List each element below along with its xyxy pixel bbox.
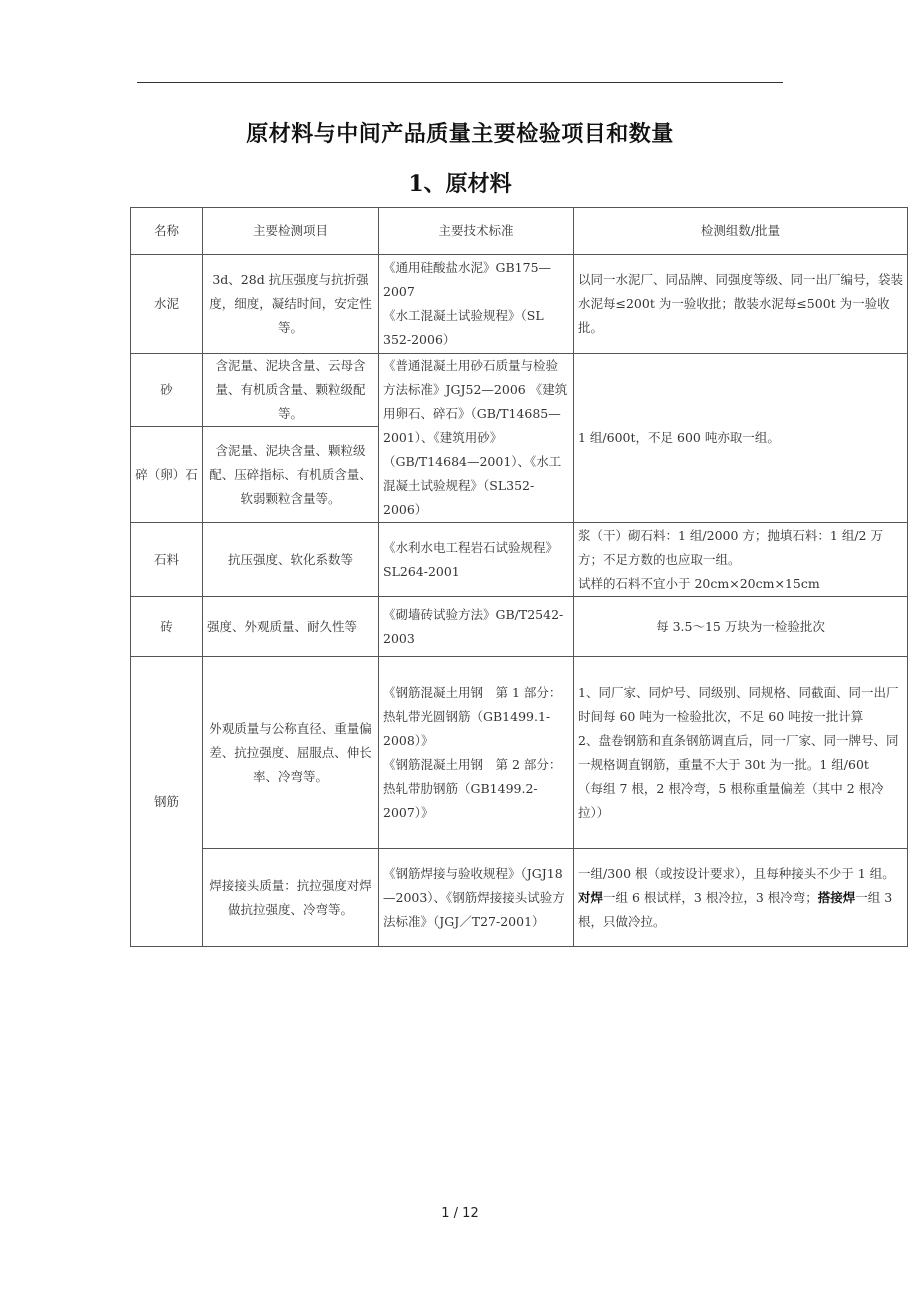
standards: 《钢筋混凝土用钢 第 1 部分：热轧带光圆钢筋（GB1499.1-2008）》 《钢筋混凝土用钢 第 2 部分：热轧带肋钢筋（GB1499.2-2007）》 [379,657,574,849]
standards: 《砌墙砖试验方法》GB/T2542-2003 [379,597,574,657]
header-batch: 检测组数/批量 [574,208,908,255]
test-items: 外观质量与公称直径、重量偏差、抗拉强度、屈服点、伸长率、冷弯等。 [203,657,379,849]
table-row [131,597,908,657]
test-items: 焊接接头质量：抗拉强度对焊做抗拉强度、冷弯等。 [203,849,379,947]
table-row [131,657,908,849]
standards: 《水利水电工程岩石试验规程》SL264-2001 [379,523,574,597]
test-items: 含泥量、泥块含量、颗粒级配、压碎指标、有机质含量、软弱颗粒含量等。 [203,427,379,523]
header-standards: 主要技术标准 [379,208,574,255]
table-header-row [131,208,908,255]
header-items: 主要检测项目 [203,208,379,255]
inspection-table [130,207,908,947]
batch-quantity: 1 组/600t，不足 600 吨亦取一组。 [574,354,908,523]
test-items: 3d、28d 抗压强度与抗折强度，细度，凝结时间，安定性等。 [203,255,379,354]
batch-text: 一组/300 根（或按设计要求），且每种接头不少于 1 组。 [578,865,895,881]
header-name: 名称 [131,208,203,255]
batch-quantity: 以同一水泥厂、同品牌、同强度等级、同一出厂编号，袋装水泥每≤200t 为一验收批；散装水泥每≤500t 为一验收批。 [574,255,908,354]
material-name: 水泥 [131,255,203,354]
material-name: 砂 [131,354,203,427]
material-name: 钢筋 [131,657,203,947]
test-items: 强度、外观质量、耐久性等 [203,597,379,657]
standards: 《普通混凝土用砂石质量与检验方法标准》JGJ52—2006 《建筑用卵石、碎石》（GB/T14685—2001）、《建筑用砂》（GB/T14684—2001）、《水工混凝土试验规程》（SL352-2006） [379,354,574,523]
section-heading: 1、原材料 [408,171,512,197]
standards: 《通用硅酸盐水泥》GB175—2007 《水工混凝土试验规程》（SL 352-2006） [379,255,574,354]
table-row [131,849,908,947]
material-name: 砖 [131,597,203,657]
page-number: 1 / 12 [441,1206,479,1221]
table-row [131,354,908,427]
document-title: 原材料与中间产品质量主要检验项目和数量 [246,121,674,147]
batch-text: 一组 6 根试样，3 根冷拉，3 根冷弯； [603,889,818,905]
material-name: 碎（卵）石 [131,427,203,523]
table-row [131,255,908,354]
table-row [131,523,908,597]
standards: 《钢筋焊接与验收规程》（JGJ18—2003）、《钢筋焊接接头试验方法标准》（JGJ／T27-2001） [379,849,574,947]
lap-weld-label: 搭接焊 [817,889,856,905]
batch-quantity: 浆（干）砌石料：1 组/2000 方；抛填石料：1 组/2 万方；不足方数的也应取一组。 试样的石料不宜小于 20cm×20cm×15cm [574,523,908,597]
test-items: 抗压强度、软化系数等 [203,523,379,597]
batch-quantity: 每 3.5～15 万块为一检验批次 [574,597,908,657]
batch-quantity [574,849,908,947]
butt-weld-label: 对焊 [578,889,604,905]
test-items: 含泥量、泥块含量、云母含量、有机质含量、颗粒级配等。 [203,354,379,427]
batch-quantity: 1、同厂家、同炉号、同级别、同规格、同截面、同一出厂时间每 60 吨为一检验批次，不足 60 吨按一批计算 2、盘卷钢筋和直条钢筋调直后，同一厂家、同一牌号、同一规格调直钢筋，重量不大于 30t 为一批。1 组/60t （每组 7 根，2 根冷弯，5 根称重量偏差（其中 2 根冷拉）） [574,657,908,849]
batch-text: 一组 3 根，只做冷拉。 [578,889,893,929]
header-rule [137,82,783,83]
material-name: 石料 [131,523,203,597]
